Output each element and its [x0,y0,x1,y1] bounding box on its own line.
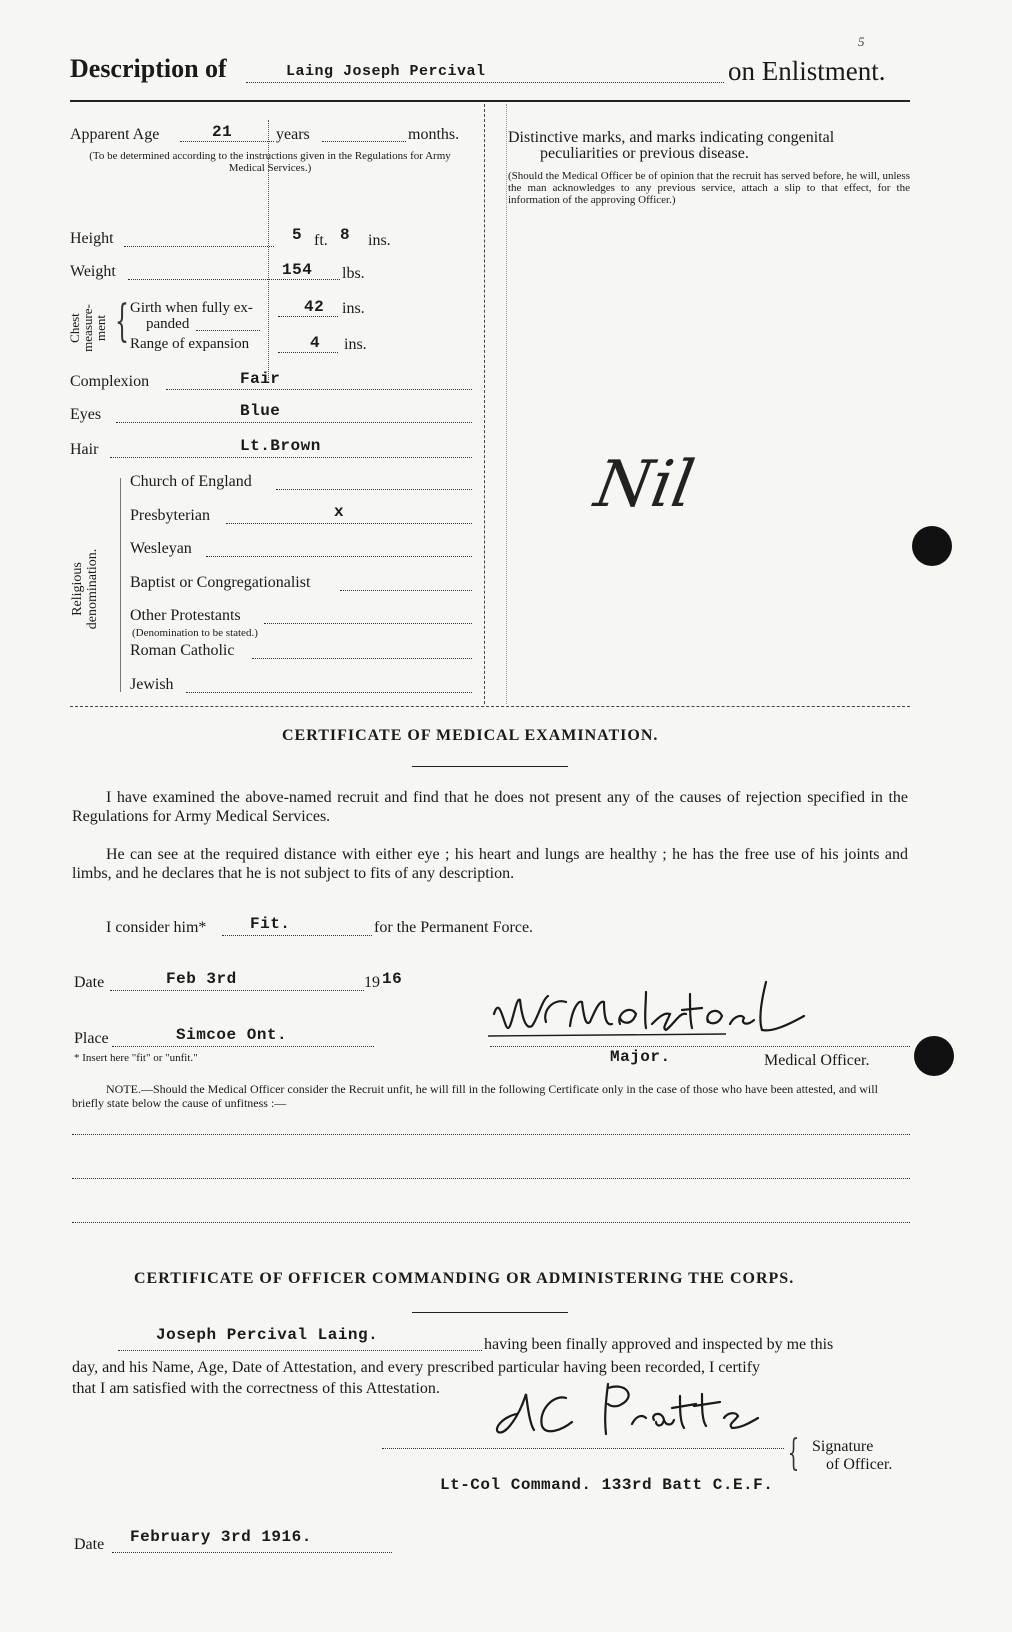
place-label: Place [74,1030,109,1047]
other-line [264,623,472,624]
center-divider [484,104,485,704]
fit-line [222,935,372,936]
chest-brace: { [115,296,129,347]
commanding-date-line [112,1552,392,1553]
presbyterian-mark: x [334,503,345,521]
rc-line [252,658,472,659]
complexion-line [166,389,472,390]
religion-wesleyan: Wesleyan [130,540,192,557]
coe-line [276,489,472,490]
range-ins-label: ins. [344,336,367,353]
height-in-value: 8 [340,226,351,244]
girth-value: 42 [304,298,325,316]
height-ft-value: 5 [292,226,303,244]
consider-label: I consider him* [106,919,207,936]
eyes-value: Blue [240,402,281,420]
eyes-label: Eyes [70,406,102,423]
chest-measurement-label [68,296,107,360]
recruit-name-header: Laing Joseph Percival [286,63,486,80]
medical-officer-signature [486,974,826,1050]
recruit-name-line [118,1350,482,1351]
religion-group-text: Religious denomination. [70,548,100,630]
range-line [278,352,338,353]
signature-label-1: Signature [812,1438,874,1455]
religion-church-of-england: Church of England [130,473,252,490]
religion-roman-catholic: Roman Catholic [130,642,235,659]
weight-line [128,279,340,280]
medical-heading-rule [412,766,568,767]
jewish-line [186,692,472,693]
signature-brace: { [787,1433,800,1474]
unfit-note: NOTE.—Should the Medical Officer consider the Recruit unfit, he will fill in the following Certificate only in the case of those who have been attested, and will briefly state below the cause of unfitness :— [72,1082,878,1110]
place-value: Simcoe Ont. [176,1026,288,1044]
medical-officer-rank: Major. [610,1048,671,1066]
signature-label-2: of Officer. [826,1456,893,1473]
complexion-value: Fair [240,370,281,388]
months-line [322,141,406,142]
commanding-officer-signature [476,1374,796,1446]
commanding-signature-line [382,1448,784,1449]
religion-other-protestants: Other Protestants [130,607,241,624]
commanding-officer-title: Lt-Col Command. 133rd Batt C.E.F. [440,1476,774,1494]
commanding-date-label: Date [74,1536,105,1553]
chest-group-label: Chest measure-ment [67,304,108,352]
religion-presbyterian: Presbyterian [130,507,210,524]
hair-value: Lt.Brown [240,437,321,455]
age-value: 21 [212,123,233,141]
commanding-line-1: having been finally approved and inspected by me this [484,1336,834,1353]
girth-line-2 [278,316,338,317]
medical-date-label: Date [74,974,105,991]
height-label: Height [70,230,114,247]
hair-line [110,457,472,458]
ins-label: ins. [368,232,391,249]
medical-para-2: He can see at the required distance with either eye ; his heart and lungs are healthy ; he has the free use of his joints and limbs, and he declares that he is not subject to fits of any description. [72,846,908,882]
commanding-heading-rule [412,1312,568,1313]
range-value: 4 [310,334,321,352]
months-label: months. [408,126,460,143]
religion-jewish: Jewish [130,676,174,693]
religion-baptist: Baptist or Congregationalist [130,574,311,591]
weight-label: Weight [70,263,116,280]
baptist-line [340,590,472,591]
age-line [180,141,274,142]
medical-date-line [110,990,364,991]
range-label: Range of expansion [130,336,250,352]
year-prefix: 19 [364,974,380,991]
weight-value: 154 [282,261,313,279]
lbs-label: lbs. [342,265,365,282]
medical-heading: CERTIFICATE OF MEDICAL EXAMINATION. [282,727,659,744]
presbyterian-line [226,523,472,524]
marks-heading-2: peculiarities or previous disease. [540,145,749,162]
medical-officer-label: Medical Officer. [764,1052,870,1069]
corner-mark: 5 [858,34,865,49]
description-heading [70,54,227,84]
religion-bracket [120,478,121,692]
header-rule [70,100,910,102]
punch-hole-top [912,526,952,566]
commanding-date-value: February 3rd 1916. [130,1528,312,1546]
complexion-label: Complexion [70,373,150,390]
wesleyan-line [206,556,472,557]
ft-label: ft. [314,232,328,249]
commanding-recruit-name: Joseph Percival Laing. [156,1326,379,1344]
unfit-line-1 [72,1134,910,1135]
marks-value: Nil [589,448,700,522]
description-prefix: Description of [70,54,227,83]
year-value: 16 [382,970,403,988]
girth-label-1: Girth when fully ex- [130,300,253,316]
medical-signature-line [490,1046,910,1047]
religion-group-label [70,530,100,648]
height-line [124,246,274,247]
section-rule [70,706,910,707]
commanding-heading: CERTIFICATE OF OFFICER COMMANDING OR ADMINISTERING THE CORPS. [134,1270,795,1287]
name-line [246,82,724,83]
other-note: (Denomination to be stated.) [132,627,258,639]
eyes-line [116,422,472,423]
marks-heading-1: Distinctive marks, and marks indicating congenital [508,129,835,146]
commanding-line-3: that I am satisfied with the correctness of this Attestation. [72,1380,440,1397]
insert-note: * Insert here "fit" or "unfit." [74,1052,198,1064]
hair-label: Hair [70,441,99,458]
marks-note: (Should the Medical Officer be of opinion that the recruit has served before, he will, unless the man acknowledges to any previous service, attach a slip to that effect, for the information of the approving Officer.) [508,170,910,206]
unfit-line-2 [72,1178,910,1179]
medical-para-1: I have examined the above-named recruit and find that he does not present any of the causes of rejection specified in the Regulations for Army Medical Services. [72,789,908,825]
age-note: (To be determined according to the instructions given in the Regulations for Army Medical Services.) [89,150,451,174]
commanding-line-2: day, and his Name, Age, Date of Attestation, and every prescribed particular having been recorded, I certify [72,1359,761,1376]
permanent-force-label: for the Permanent Force. [374,919,534,936]
apparent-age-label: Apparent Age [70,126,160,143]
years-label: years [276,126,310,143]
unfit-line-3 [72,1222,910,1223]
girth-label-2: panded [146,316,190,332]
girth-line-1 [196,330,260,331]
girth-ins-label: ins. [342,300,365,317]
place-line [112,1046,374,1047]
punch-hole-bottom [914,1036,954,1076]
medical-date-value: Feb 3rd [166,970,237,988]
fit-value: Fit. [250,915,291,933]
description-suffix: on Enlistment. [728,56,886,86]
right-column-edge [506,104,507,704]
